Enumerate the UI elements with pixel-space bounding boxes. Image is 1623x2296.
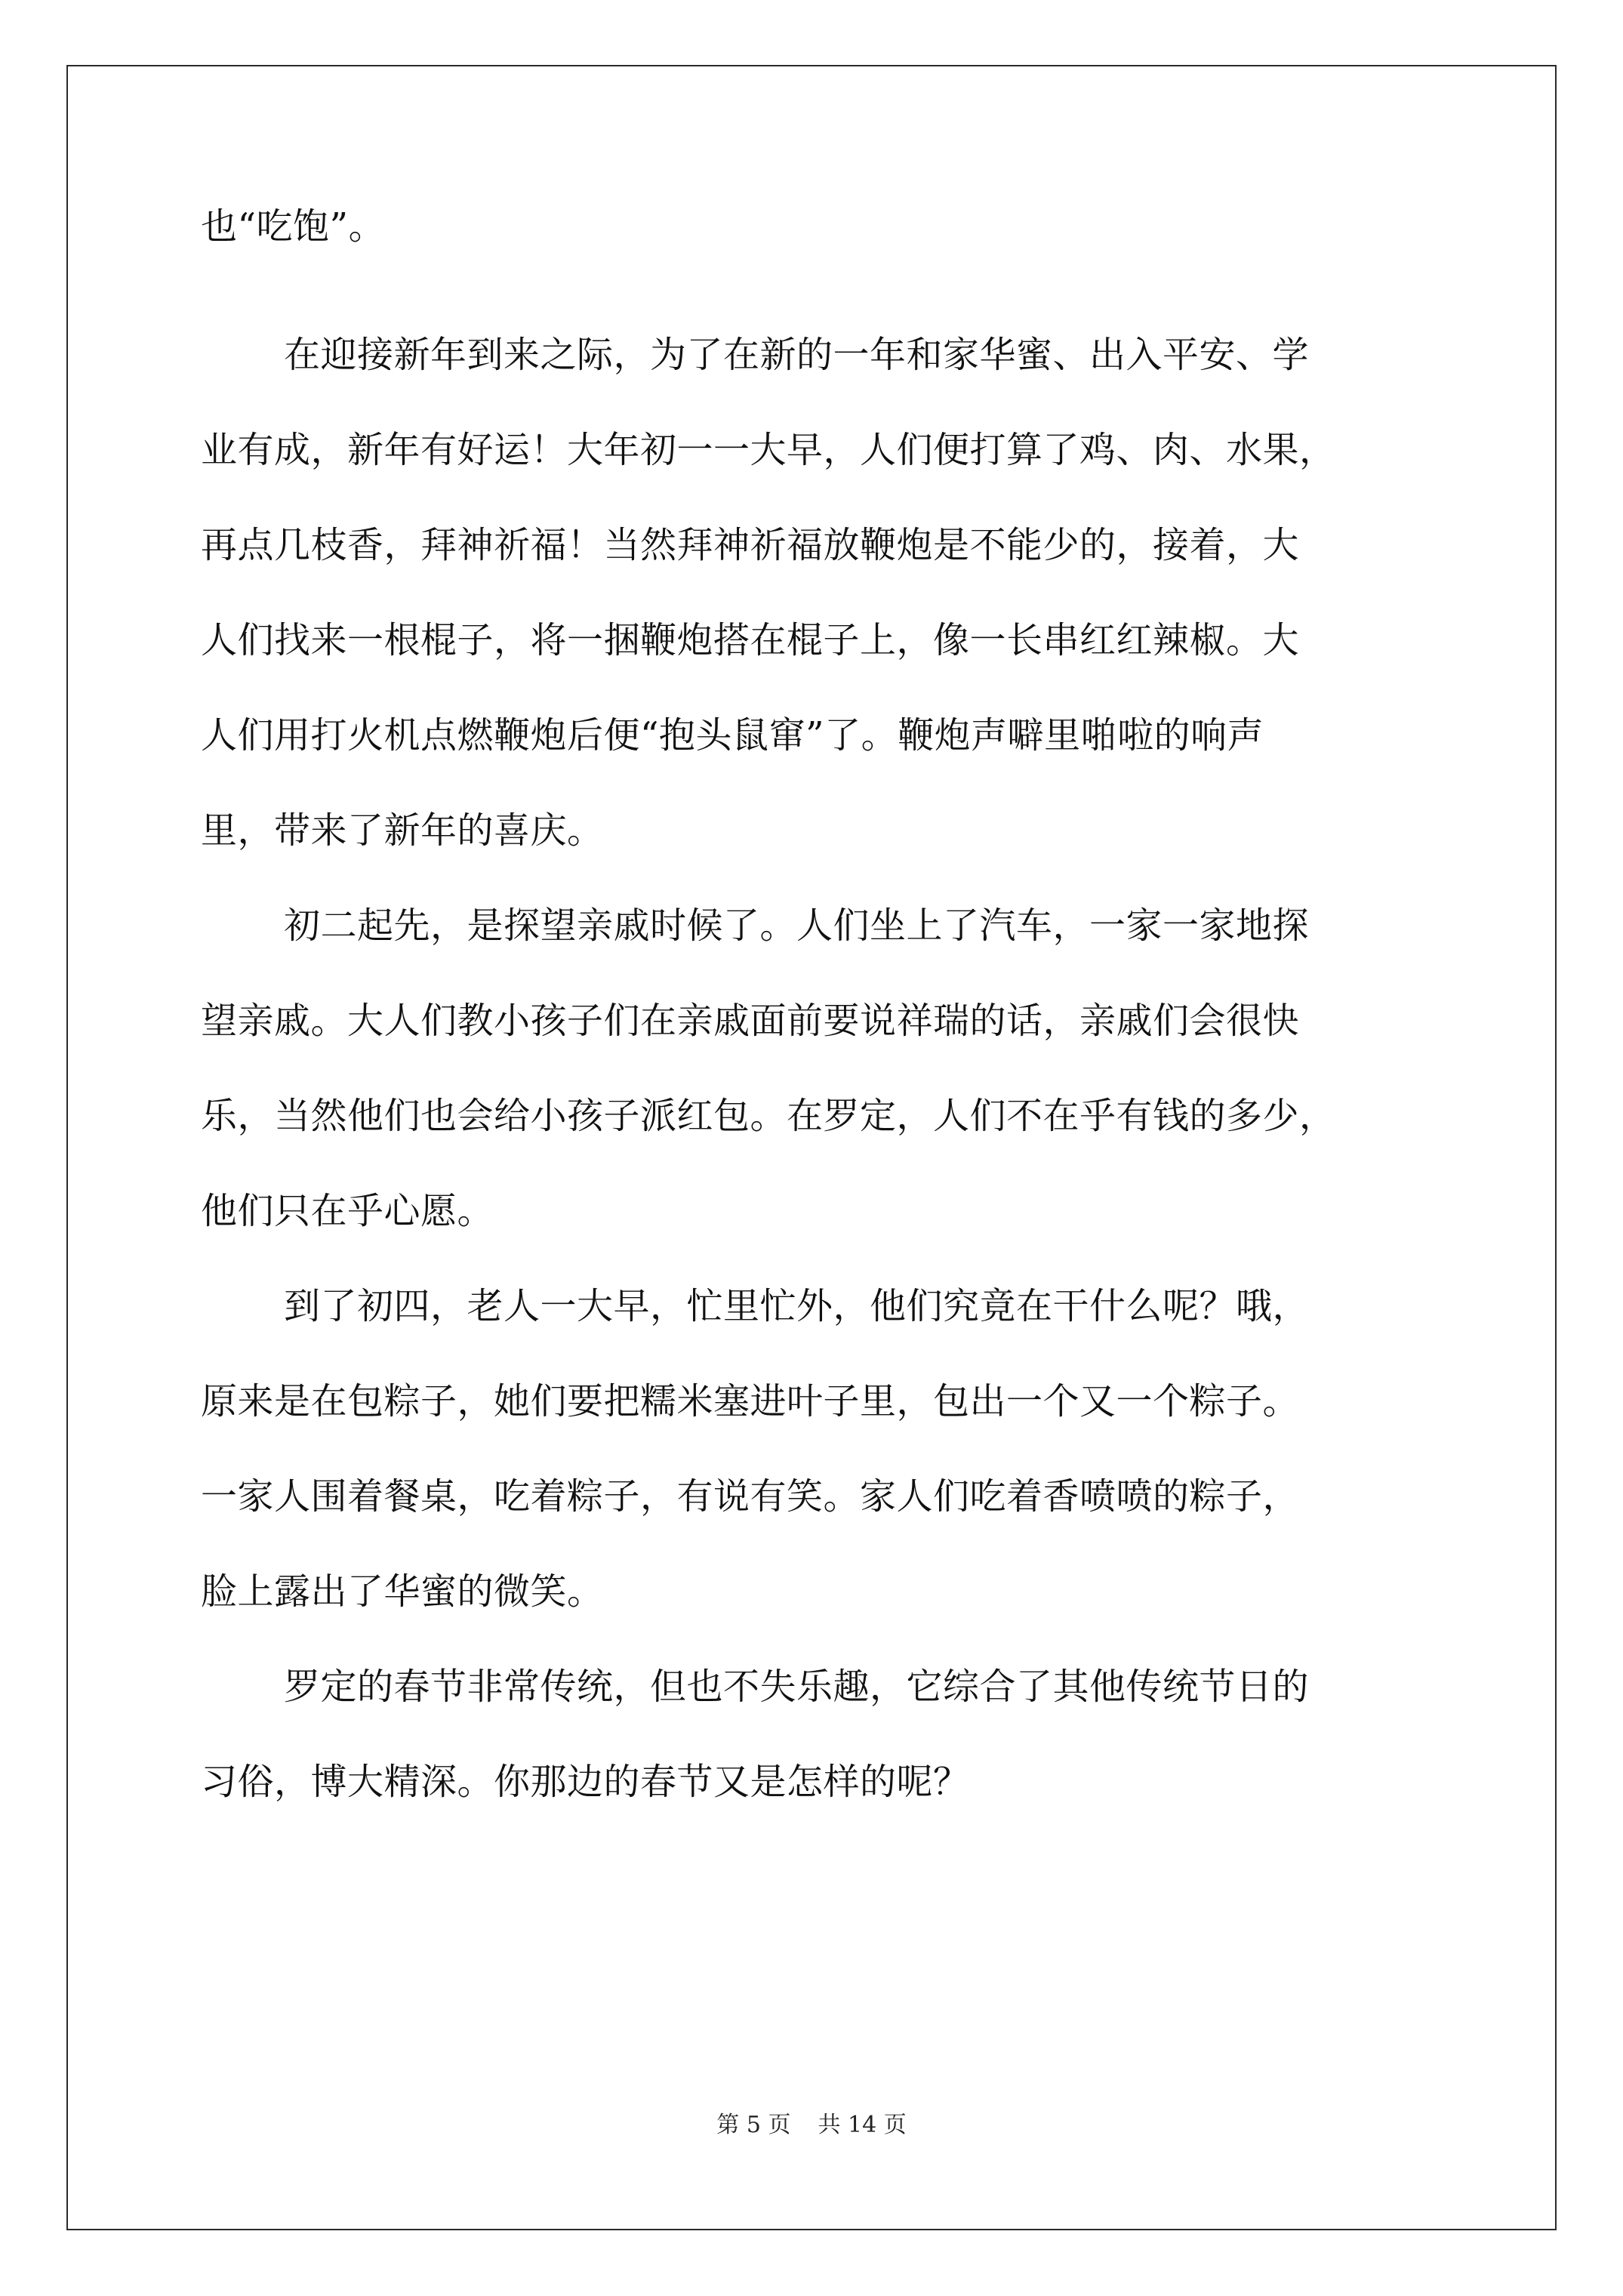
page-footer	[0, 2110, 1623, 2140]
text-line: 望亲戚。大人们教小孩子们在亲戚面前要说祥瑞的话，亲戚们会很快	[201, 1000, 1300, 1042]
text-line: 乐，当然他们也会给小孩子派红包。在罗定，人们不在乎有钱的多少，	[201, 1095, 1336, 1137]
text-line: 再点几枝香，拜神祈福！当然拜神祈福放鞭炮是不能少的，接着，大	[201, 524, 1300, 566]
text-line: 脸上露出了华蜜的微笑。	[201, 1570, 604, 1613]
page-border	[66, 65, 1557, 2230]
page-number: 第 5 页	[716, 2112, 791, 2138]
text-line: 习俗，博大精深。你那边的春节又是怎样的呢？	[201, 1761, 970, 1803]
text-line: 在迎接新年到来之际，为了在新的一年和家华蜜、出入平安、学	[284, 334, 1310, 376]
text-line: 人们用打火机点燃鞭炮后便“抱头鼠窜”了。鞭炮声噼里啪啦的响声	[201, 714, 1264, 757]
text-line: 他们只在乎心愿。	[201, 1190, 494, 1232]
text-line: 原来是在包粽子，她们要把糯米塞进叶子里，包出一个又一个粽子。	[201, 1380, 1300, 1422]
text-line: 初二起先，是探望亲戚时候了。人们坐上了汽车，一家一家地探	[284, 905, 1310, 947]
text-line: 也“吃饱”。	[201, 205, 386, 248]
text-line: 罗定的春节非常传统，但也不失乐趣，它综合了其他传统节日的	[284, 1666, 1310, 1708]
text-line: 人们找来一根棍子，将一捆鞭炮搭在棍子上，像一长串红红辣椒。大	[201, 619, 1300, 661]
text-line: 一家人围着餐桌，吃着粽子，有说有笑。家人们吃着香喷喷的粽子，	[201, 1475, 1300, 1518]
text-line: 业有成，新年有好运！大年初一一大早，人们便打算了鸡、肉、水果，	[201, 429, 1336, 471]
page-total: 共 14 页	[818, 2112, 907, 2138]
text-line: 到了初四，老人一大早，忙里忙外，他们究竟在干什么呢？哦，	[284, 1285, 1310, 1327]
text-line: 里，带来了新年的喜庆。	[201, 809, 604, 852]
